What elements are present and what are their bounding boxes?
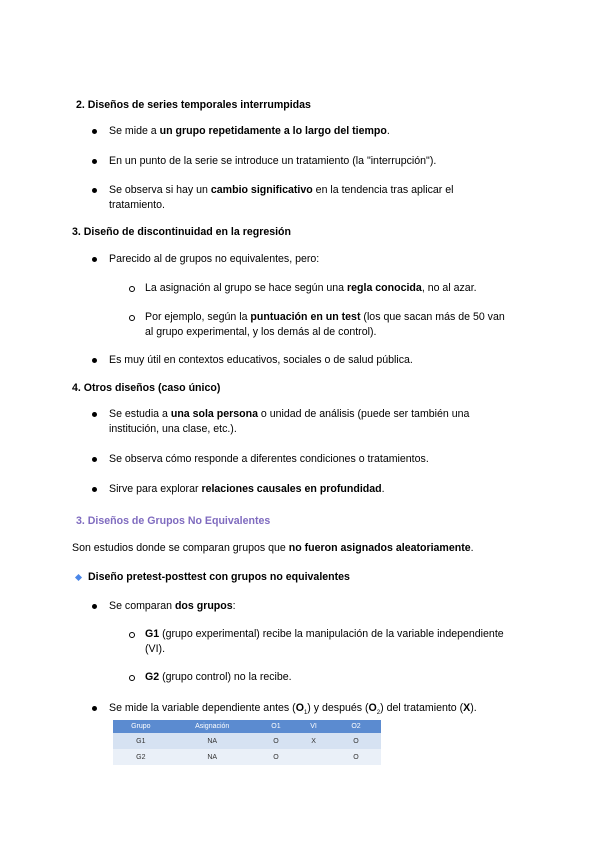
list-item-continuation: tratamiento. [109,199,165,211]
sub-bullet [129,315,135,321]
bullet [92,257,97,262]
sub-list-item-continuation: al grupo experimental, y los demás al de control). [145,326,377,338]
sub-bullet [129,286,135,292]
bullet [92,412,97,417]
section-heading-nonequivalent: 3. Diseños de Grupos No Equivalentes [76,515,271,527]
sub-list-item: La asignación al grupo se hace según una regla conocida, no al azar. [145,282,477,294]
table-header-cell: Asignación [169,720,256,733]
table-row [113,733,381,749]
bullet [92,358,97,363]
sub-heading-pretest-posttest: Diseño pretest-posttest con grupos no equivalentes [88,571,350,583]
sub-list-item: G2 (grupo control) no la recibe. [145,671,292,683]
table-cell: O [331,733,381,749]
table-cell: G1 [113,733,169,749]
section-heading-single-case: 4. Otros diseños (caso único) [72,382,221,394]
table-cell [296,749,331,765]
table-row [113,749,381,765]
list-item: Parecido al de grupos no equivalentes, pero: [109,253,320,265]
bullet [92,604,97,609]
list-item-continuation: institución, una clase, etc.). [109,423,237,435]
table-cell: O [331,749,381,765]
sub-list-item-continuation: (VI). [145,643,166,655]
list-item: Sirve para explorar relaciones causales en profundidad. [109,483,385,495]
diamond-bullet-icon [75,574,82,581]
list-item: Se comparan dos grupos: [109,600,236,612]
list-item: Se mide a un grupo repetidamente a lo largo del tiempo. [109,125,390,137]
list-item: Se observa si hay un cambio significativo en la tendencia tras aplicar el [109,184,454,196]
table-cell: NA [169,733,256,749]
list-item: Se mide la variable dependiente antes $(O_1)$ y después $(O_2)$ del tratamiento (X). [109,702,477,717]
sub-bullet [129,675,135,681]
bullet [92,159,97,164]
table-header-cell: Grupo [113,720,169,733]
table-cell: G2 [113,749,169,765]
table-cell: O [256,749,296,765]
table-header-cell: O1 [256,720,296,733]
table-cell: NA [169,749,256,765]
bullet [92,129,97,134]
list-item: Se estudia a una sola persona o unidad de análisis (puede ser también una [109,408,470,420]
table-header-row [113,720,381,733]
sub-list-item: Por ejemplo, según la puntuación en un test (los que sacan más de 50 van [145,311,505,323]
section-heading-series: 2. Diseños de series temporales interrumpidas [76,99,311,111]
list-item: Es muy útil en contextos educativos, sociales o de salud pública. [109,354,413,366]
table-header-cell: O2 [331,720,381,733]
table-header-cell: VI [296,720,331,733]
sub-bullet [129,632,135,638]
bullet [92,457,97,462]
sub-list-item: G1 (grupo experimental) recibe la manipulación de la variable independiente [145,628,504,640]
table-cell: O [256,733,296,749]
intro-paragraph: Son estudios donde se comparan grupos que no fueron asignados aleatoriamente. [72,542,474,554]
list-item: Se observa cómo responde a diferentes condiciones o tratamientos. [109,453,429,465]
table-cell: X [296,733,331,749]
bullet [92,706,97,711]
bullet [92,487,97,492]
list-item: En un punto de la serie se introduce un tratamiento (la "interrupción"). [109,155,437,167]
design-table [113,720,381,765]
bullet [92,188,97,193]
section-heading-discontinuity: 3. Diseño de discontinuidad en la regresión [72,226,291,238]
